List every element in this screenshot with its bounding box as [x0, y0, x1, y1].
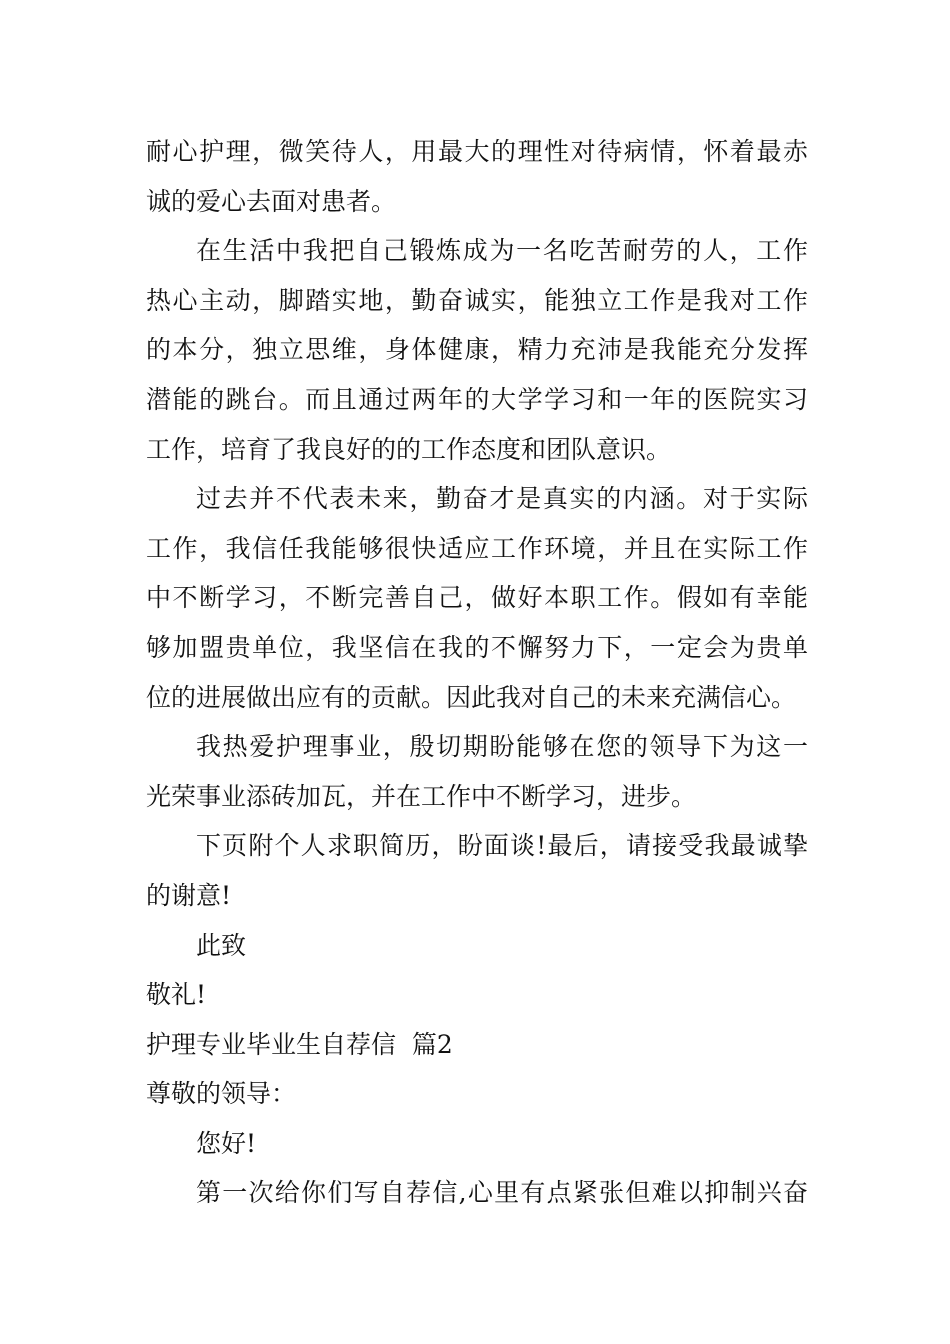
text-line: 诚的爱心去面对患者。: [146, 186, 397, 216]
text-line: 的谢意!: [146, 880, 232, 910]
paragraph-start-line: 第一次给你们写自荐信,心里有点紧张但难以抑制兴奋: [196, 1178, 808, 1208]
greeting: 尊敬的领导：: [146, 1079, 297, 1109]
letter-body: [146, 127, 808, 1218]
closing-salutation: 此致: [196, 930, 247, 960]
text-line: 位的进展做出应有的贡献。因此我对自己的未来充满信心。: [146, 682, 797, 712]
greeting-hello: 您好!: [196, 1128, 257, 1158]
text-line: 中不断学习，不断完善自己，做好本职工作。假如有幸能: [146, 583, 808, 613]
text-line: 光荣事业添砖加瓦，并在工作中不断学习，进步。: [146, 781, 697, 811]
paragraph-start-line: 我热爱护理事业，殷切期盼能够在您的领导下为这一: [196, 732, 808, 762]
text-line: 潜能的跳台。而且通过两年的大学学习和一年的医院实习: [146, 384, 808, 414]
paragraph-start-line: 下页附个人求职简历，盼面谈!最后，请接受我最诚挚: [196, 831, 808, 861]
text-line: 耐心护理，微笑待人，用最大的理性对待病情，怀着最赤: [146, 137, 808, 166]
text-line: 够加盟贵单位，我坚信在我的不懈努力下，一定会为贵单: [146, 632, 808, 662]
text-line: 的本分，独立思维，身体健康，精力充沛是我能充分发挥: [146, 335, 808, 365]
paragraph-start-line: 过去并不代表未来，勤奋才是真实的内涵。对于实际: [196, 484, 808, 514]
paragraph-start-line: 在生活中我把自己锻炼成为一名吃苦耐劳的人，工作: [196, 236, 808, 266]
text-line: 热心主动，脚踏实地，勤奋诚实，能独立工作是我对工作: [146, 285, 808, 315]
closing-regards: 敬礼!: [146, 980, 207, 1010]
section-heading: 护理专业毕业生自荐信 篇2: [146, 1029, 453, 1059]
text-line: 工作，培育了我良好的的工作态度和团队意识。: [146, 434, 672, 464]
text-line: 工作，我信任我能够很快适应工作环境，并且在实际工作: [146, 533, 808, 563]
